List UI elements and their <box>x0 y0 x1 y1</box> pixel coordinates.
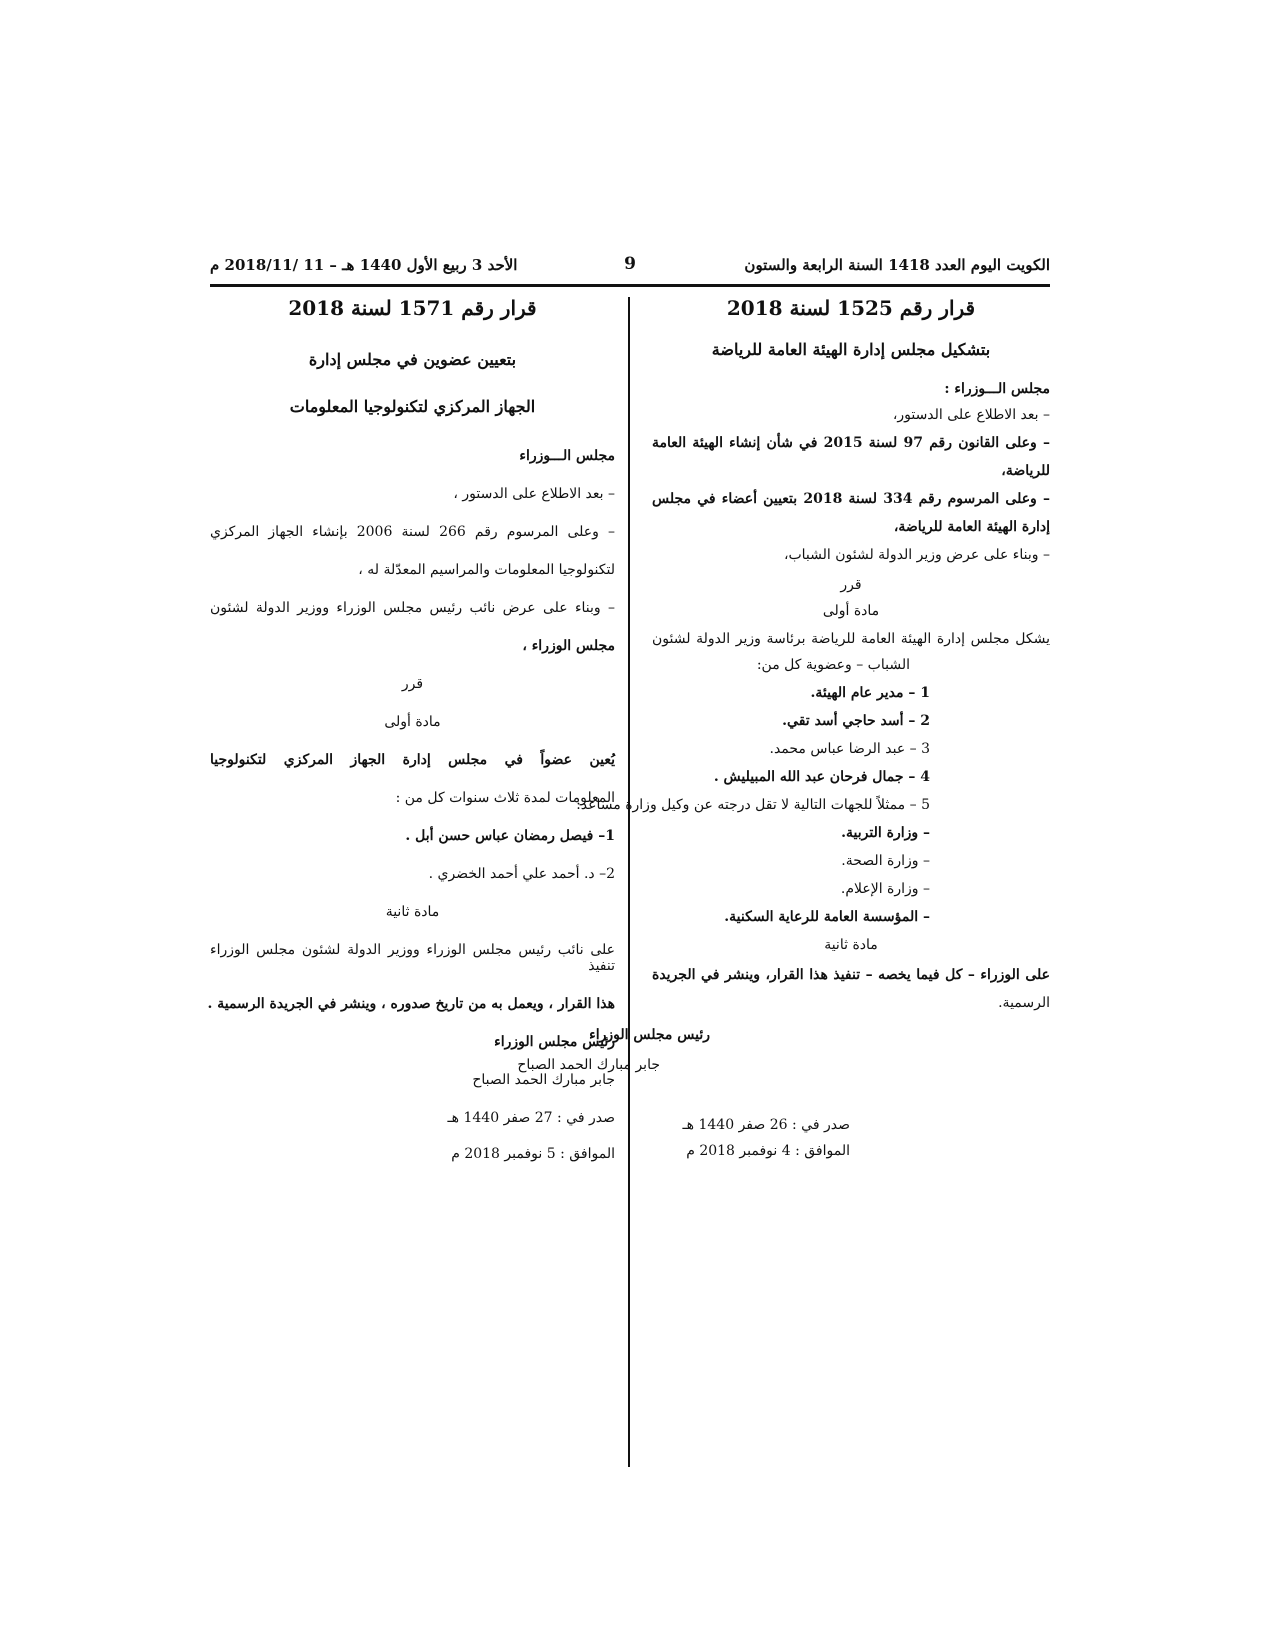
date-label: الأحد 3 ربيع الأول 1440 هـ – 11 /2018/11 م <box>210 256 518 274</box>
decision-title: قرار رقم 1525 لسنة 2018 <box>726 296 976 320</box>
signatory-title: رئيس مجلس الوزراء <box>589 1027 710 1043</box>
issued-date: صدر في : 27 صفر 1440 هـ <box>447 1110 615 1126</box>
article-heading: مادة ثانية <box>824 937 878 953</box>
council-label: مجلس الـــوزراء : <box>944 381 1050 397</box>
member-item: 3 – عبد الرضا عباس محمد. <box>769 741 930 757</box>
entity-item: – المؤسسة العامة للرعاية السكنية. <box>724 909 930 925</box>
article-heading: مادة أولى <box>384 714 441 730</box>
recital: مجلس الوزراء ، <box>522 638 615 654</box>
page-number: 9 <box>624 254 636 274</box>
article-text: يشكل مجلس إدارة الهيئة العامة للرياضة برئاسة وزير الدولة لشئون <box>652 631 1050 647</box>
signatory-name: جابر مبارك الحمد الصباح <box>472 1072 615 1088</box>
council-label: مجلس الـــوزراء <box>519 448 615 464</box>
recital: – وبناء على عرض وزير الدولة لشئون الشباب، <box>783 547 1050 563</box>
decided-label: قرر <box>401 676 424 692</box>
entity-item: – وزارة التربية. <box>841 825 930 841</box>
decided-label: قرر <box>840 577 862 593</box>
article-text: يُعين عضواً في مجلس إدارة الجهاز المركزي لتكنولوجيا <box>210 752 615 768</box>
signatory-name: جابر مبارك الحمد الصباح <box>517 1057 660 1073</box>
member-item: 5 – ممثلاً للجهات التالية لا تقل درجته عن وكيل وزارة مساعد: <box>576 797 930 813</box>
article-heading: مادة ثانية <box>385 904 440 920</box>
recital: – وعلى القانون رقم 97 لسنة 2015 في شأن إنشاء الهيئة العامة <box>652 435 1050 451</box>
signatory-title: رئيس مجلس الوزراء <box>494 1034 615 1050</box>
column-divider <box>628 297 630 1467</box>
issue-label: الكويت اليوم العدد 1418 السنة الرابعة والستون <box>744 256 1050 274</box>
article-text: الشباب – وعضوية كل من: <box>756 657 910 673</box>
page-header <box>210 256 1050 286</box>
recital: – وبناء على عرض نائب رئيس مجلس الوزراء ووزير الدولة لشئون <box>210 600 615 616</box>
recital: – وعلى المرسوم رقم 334 لسنة 2018 بتعيين أعضاء في مجلس <box>652 491 1051 507</box>
corresponding-date: الموافق : 4 نوفمبر 2018 م <box>686 1143 850 1159</box>
member-item: 4 – جمال فرحان عبد الله المبيليش . <box>713 769 930 785</box>
recital: – وعلى المرسوم رقم 266 لسنة 2006 بإنشاء الجهاز المركزي <box>210 524 616 540</box>
corresponding-date: الموافق : 5 نوفمبر 2018 م <box>451 1146 615 1162</box>
recital: – بعد الاطلاع على الدستور ، <box>453 486 615 502</box>
decision-subject: بتعيين عضوين في مجلس إدارة <box>308 350 517 369</box>
member-item: 2 – أسد حاجي أسد تقي. <box>782 713 930 729</box>
decision-1571-column <box>207 296 616 1162</box>
member-item: 1– فيصل رمضان عباس حسن أبل . <box>405 828 615 844</box>
recital: للرياضة، <box>1001 463 1050 479</box>
decision-title: قرار رقم 1571 لسنة 2018 <box>288 296 537 320</box>
article-text: الرسمية. <box>998 995 1050 1011</box>
decision-subject: بتشكيل مجلس إدارة الهيئة العامة للرياضة <box>711 340 991 359</box>
article-text: على الوزراء – كل فيما يخصه – تنفيذ هذا القرار، وينشر في الجريدة <box>652 967 1050 983</box>
article-text: هذا القرار ، ويعمل به من تاريخ صدوره ، وينشر في الجريدة الرسمية . <box>207 996 615 1012</box>
issued-date: صدر في : 26 صفر 1440 هـ <box>682 1117 850 1133</box>
member-item: 2– د. أحمد علي أحمد الخضري . <box>428 866 615 882</box>
decision-subject: الجهاز المركزي لتكنولوجيا المعلومات <box>289 397 536 416</box>
recital: – بعد الاطلاع على الدستور، <box>892 407 1050 423</box>
member-item: 1 – مدير عام الهيئة. <box>810 685 930 701</box>
article-text: على نائب رئيس مجلس الوزراء ووزير الدولة لشئون مجلس الوزراء تنفيذ <box>210 942 615 974</box>
entity-item: – وزارة الصحة. <box>841 853 930 869</box>
recital: إدارة الهيئة العامة للرياضة، <box>893 519 1050 535</box>
entity-item: – وزارة الإعلام. <box>840 881 930 897</box>
recital: لتكنولوجيا المعلومات والمراسيم المعدّلة له ، <box>358 562 615 578</box>
article-text: المعلومات لمدة ثلاث سنوات كل من : <box>395 790 615 806</box>
article-heading: مادة أولى <box>822 603 880 619</box>
header-rule <box>210 284 1050 287</box>
